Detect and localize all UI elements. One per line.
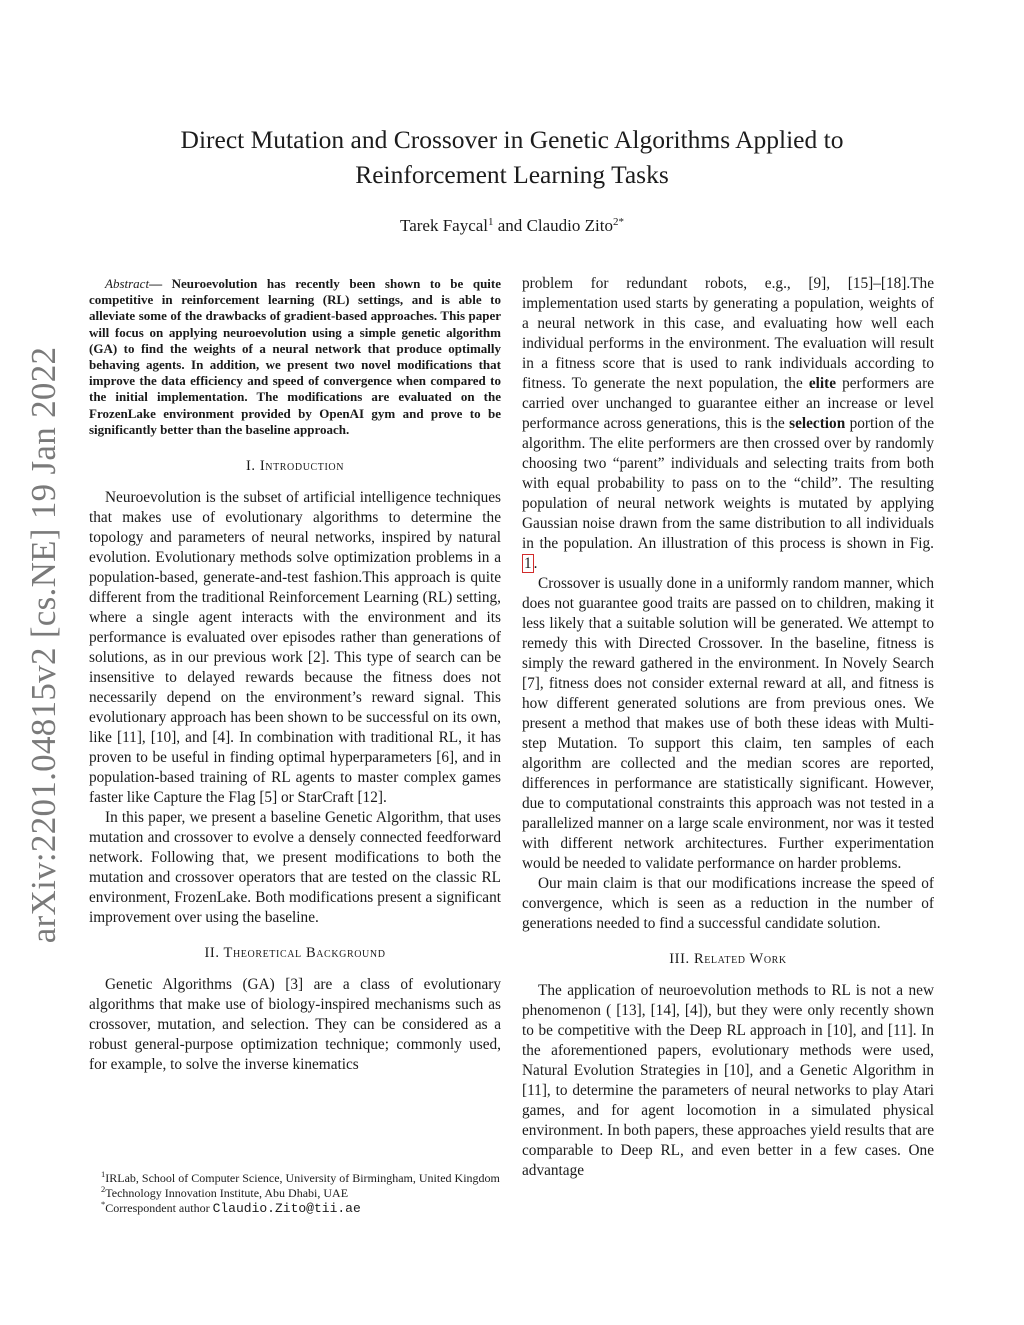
paper-title: [100, 122, 924, 192]
background-paragraph-3: Our main claim is that our modifications increase the speed of convergence, which is seen as a reduction in the number of generations needed to find a successful candidate solution.: [522, 875, 934, 932]
related-work-paragraph-1: The application of neuroevolution methods to RL is not a new phenomenon ( [13], [14], [4]), but they were only recently shown to be competitive with the Deep RL approach in [10], and [11]. In the aforementioned papers, evolutionary methods were used, Natural Evolution Strategies in [10], and a Genetic Algorithm in [11], to determine the parameters of neural networks to play Atari games, and for agent locomotion in a simulated physical environment. In both papers, these approaches yield results that are comparable to Deep RL, and even better in a few cases. One advantage: [522, 982, 934, 1179]
title-line-1: Direct Mutation and Crossover in Genetic Algorithms Applied to: [180, 125, 844, 154]
author-2: Claudio Zito: [526, 216, 613, 235]
background-paragraph-2: Crossover is usually done in a uniformly random manner, which does not guarantee good traits are passed on to children, making it less likely that a suitable solution will be generated. We attempt to remedy this with Directed Crossover. In the baseline, fitness is simply the reward gathered in the environment. In Novely Search [7], fitness does not consider external reward at all, and fitness is how different generated solutions are from previous ones. We present a method that makes use of both these ideas with Multi-step Mutation. To support this claim, ten samples of each algorithm are collected and the median scores are reported, differences in performance are statistically significant. However, due to computational constraints this approach was not tested in a parallelized manner on a large scale environment, nor was it tested with different network architectures. Further experimentation would be needed to validate performance on harder problems.: [522, 575, 934, 872]
section-heading-theoretical-background: II. Theoretical Background: [204, 945, 386, 962]
abstract-text: Neuroevolution has recently been shown to be quite competitive in reinforcement learning (RL) settings, and is able to alleviate some of the drawbacks of gradient-based approaches. This paper will focus on applying neuroevolution using a simple genetic algorithm (GA) to find the weights of a neural network that produce optimally behaving agents. In addition, we present two novel modifications that improve the data efficiency and speed of convergence when compared to the initial implementation. The modifications are evaluated on the FrozenLake environment provided by OpenAI gym and prove to be significantly better than the baseline approach.: [89, 276, 502, 437]
intro-paragraph-2: In this paper, we present a baseline Genetic Algorithm, that uses mutation and crossover to evolve a densely connected feedforward network. Following that, we present modifications to both the mutation and crossover operators that are tested on the classic RL environment, FrozenLake. Both modifications present a significant improvement over using the baseline.: [89, 809, 501, 927]
footnote-3-text: Correspondent author: [105, 1201, 213, 1215]
left-column: [89, 274, 501, 1075]
background-text-d: .: [533, 555, 538, 572]
term-selection: selection: [789, 415, 846, 432]
footnote-2-text: Technology Innovation Institute, Abu Dhabi, UAE: [105, 1186, 349, 1200]
section-heading-related-work: III. Related Work: [669, 951, 787, 967]
footnote-2-mark: 2: [101, 1184, 106, 1194]
footnote-2: [89, 1186, 501, 1201]
footnote-3-mark: *: [101, 1199, 106, 1209]
intro-paragraph-1: Neuroevolution is the subset of artificial intelligence techniques that makes use of evolutionary algorithms to determine the topology and parameters of neural networks, inspired by natural evolution. Evolutionary methods solve optimization problems in a population-based, generate-and-test fashion.This approach is quite different from the traditional Reinforcement Learning (RL) setting, where a single agent interacts with the environment and its performance is evaluated over episodes rather than generations of solutions, as in our previous work [2]. This type of search can be insensitive to delayed rewards because the fitness does not necessarily depend on the environment’s reward signal. This evolutionary approach has been shown to be successful on its own, like [11], [10], and [4]. In combination with traditional RL, it has proven to be useful in finding optimal hyperparameters [6], and in population-based training of RL agents to master complex games faster like Capture the Flag [5] or StarCraft [12].: [89, 489, 501, 807]
background-paragraph-1-continued: [522, 274, 934, 574]
author-line: [100, 216, 924, 236]
background-text-b: performers are carried over unchanged to guarantee either an increase or level performance across generations, this is the: [522, 375, 934, 432]
footnote-1: [89, 1171, 501, 1186]
author-1-affiliation-mark: 1: [488, 216, 494, 228]
background-paragraph-1: Genetic Algorithms (GA) [3] are a class of evolutionary algorithms that make use of biology-inspired mechanisms such as crossover, mutation, and selection. They can be considered as a robust general-purpose optimization technique; commonly used, for example, to solve the inverse kinematics: [89, 976, 501, 1074]
abstract-label: Abstract: [105, 276, 150, 291]
correspondent-email-link[interactable]: Claudio.Zito@tii.ae: [212, 1201, 361, 1216]
author-separator: and: [493, 216, 527, 235]
background-text-a: problem for redundant robots, e.g., [9], [15]–[18].The implementation used starts by generating a population, weights of a neural network in this case, and evaluating how well each individual performs in the environment. The evaluation will result in a fitness score that is used to rank individuals according to fitness. To generate the next population, the: [522, 275, 934, 392]
title-line-2: Reinforcement Learning Tasks: [355, 160, 669, 189]
footnote-3: [89, 1201, 501, 1216]
background-text-c: portion of the algorithm. The elite performers are then crossed over by randomly choosing two “parent” individuals and selecting traits from both with equal probability to pass on to the “child”. The resulting population of neural network weights is mutated by applying Gaussian noise drawn from the same distribution to all individuals in the population. An illustration of this process is shown in Fig.: [522, 415, 934, 552]
right-column: [522, 274, 934, 1181]
abstract: [89, 276, 501, 438]
author-2-affiliation-mark: 2*: [612, 216, 624, 228]
footnotes: [89, 1171, 501, 1216]
footnote-1-mark: 1: [101, 1169, 106, 1179]
term-elite: elite: [808, 375, 837, 392]
footnote-1-text: IRLab, School of Computer Science, University of Birmingham, United Kingdom: [105, 1171, 500, 1185]
abstract-dash: —: [149, 276, 172, 291]
figure-1-link[interactable]: 1: [524, 555, 532, 572]
arxiv-identifier-stamp: arXiv:2201.04815v2 [cs.NE] 19 Jan 2022: [24, 346, 63, 944]
author-1: Tarek Faycal: [400, 216, 489, 235]
section-heading-introduction: I. Introduction: [245, 458, 345, 475]
